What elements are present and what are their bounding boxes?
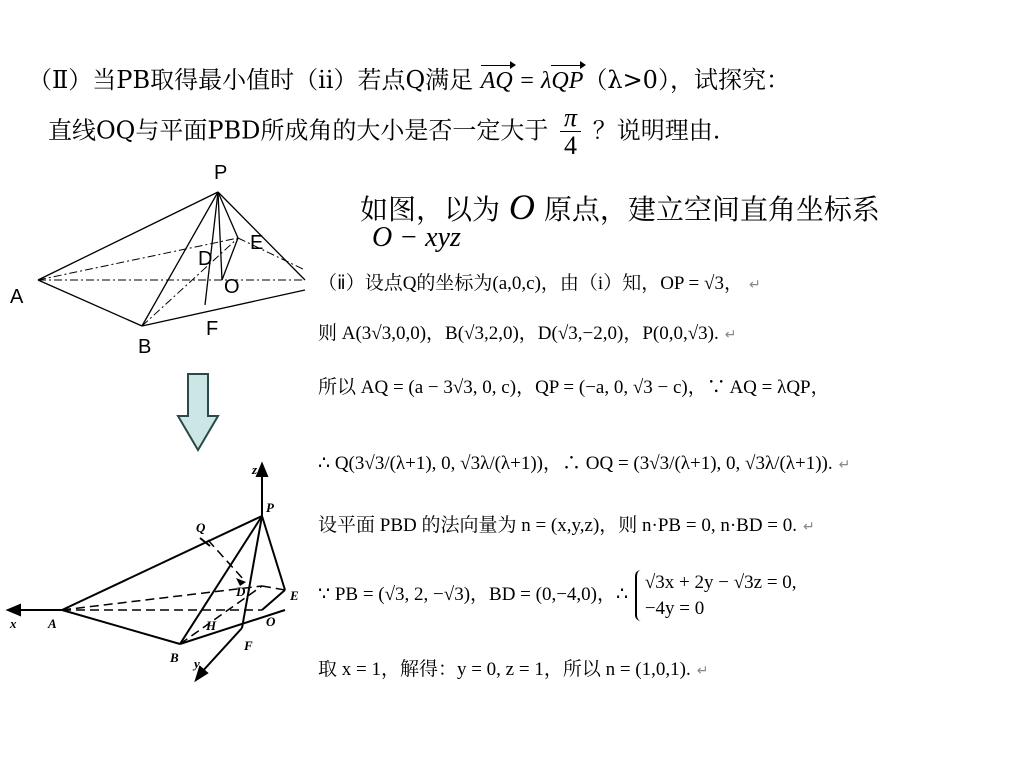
fig2-label-z: z — [252, 462, 258, 477]
setup-text-1: 如图，以为 — [360, 193, 501, 226]
x-axis-arrowhead — [8, 605, 20, 615]
dash-d-right — [238, 238, 305, 270]
setup-text-2: 原点，建立空间直角坐标系 — [543, 193, 880, 226]
setup-origin: O — [508, 187, 535, 227]
fig2-label-h: H — [206, 618, 217, 633]
solution-line-6 — [318, 570, 797, 621]
solution-line-5 — [318, 510, 815, 537]
fig2-label-e: E — [290, 588, 299, 603]
question-line-2 — [48, 104, 720, 160]
question-prefix: （Ⅱ）当PB取得最小值时（ⅱ）若点Q满足 — [28, 66, 474, 94]
solution-line-4-text: ∴ Q(3√3/(λ+1), 0, √3λ/(λ+1))，∴ OQ = (3√3/(λ+1), 0, √3λ/(λ+1)). — [318, 453, 833, 474]
solution-line-7-text: 取 x = 1，解得：y = 0, z = 1，所以 n = (1,0,1). — [318, 659, 691, 680]
edge-ab — [62, 610, 180, 644]
solution-line-4 — [318, 448, 850, 475]
solution-line-7 — [318, 654, 708, 681]
fig2-label-q: Q — [196, 520, 206, 535]
vector-aq: AQ — [480, 68, 513, 94]
down-arrow-icon — [176, 372, 220, 452]
fig1-label-p: P — [214, 162, 228, 184]
edge-eo — [262, 590, 285, 610]
return-mark-icon: ↵ — [724, 328, 737, 343]
vector-qp: QP — [551, 68, 584, 94]
fig1-label-e: E — [250, 232, 264, 254]
fig1-label-f: F — [206, 318, 219, 340]
solution-line-1-text: （ⅱ）设点Q的坐标为(a,0,c)，由（i）知，OP = √3， — [318, 273, 743, 294]
solution-line-2-text: 则 A(3√3,0,0)，B(√3,2,0)，D(√3,−2,0)，P(0,0,√3). — [318, 323, 719, 344]
fig2-label-a: A — [48, 616, 57, 631]
setup-system: O − xyz — [372, 222, 461, 253]
return-mark-icon: ↵ — [803, 520, 815, 535]
edge-pe — [218, 192, 238, 238]
solution-line-3-text: 所以 AQ = (a − 3√3, 0, c)，QP = (−a, 0, √3 − c)，∵ AQ = λQP， — [318, 377, 830, 398]
solution-line-6-text: ∵ PB = (√3, 2, −√3)，BD = (0,−4,0)，∴ — [318, 584, 629, 605]
edge-eo — [222, 238, 238, 280]
z-axis-arrowhead — [257, 464, 267, 476]
pi-over-4 — [560, 104, 581, 160]
edge-ap — [38, 192, 218, 280]
question-line2-prefix: 直线OQ与平面PBD所成角的大小是否一定大于 — [48, 116, 549, 145]
fig2-label-b: B — [170, 650, 179, 665]
fig2-label-x: x — [10, 616, 17, 631]
fig2-label-y: y — [194, 656, 200, 671]
solution-line-5-text: 设平面 PBD 的法向量为 n = (x,y,z)，则 n·PB = 0, n·BD = 0. — [318, 515, 797, 536]
fig1-label-o: O — [224, 276, 240, 298]
dash-de — [262, 586, 285, 590]
equals-lambda: = λ — [512, 68, 552, 94]
solution-line-2 — [318, 318, 736, 345]
equation-system — [635, 570, 797, 621]
figure-1-pyramid — [0, 160, 320, 360]
fraction-denominator: 4 — [564, 131, 578, 161]
fig1-label-a: A — [10, 286, 24, 308]
edge-po — [218, 192, 222, 280]
question-suffix: （λ>0），试探究： — [583, 66, 790, 94]
return-mark-icon: ↵ — [748, 278, 761, 293]
edge-pe — [262, 516, 285, 590]
equation-1: √3x + 2y − √3z = 0, — [644, 572, 797, 593]
return-mark-icon: ↵ — [696, 664, 709, 679]
fig2-label-f: F — [244, 638, 253, 653]
solution-line-1 — [318, 268, 761, 295]
fig1-label-b: B — [138, 336, 152, 358]
fig2-label-d: D — [236, 584, 246, 599]
figure-2-coordinate-pyramid — [0, 460, 320, 690]
fraction-numerator: π — [560, 104, 581, 132]
fig1-label-d: D — [198, 248, 213, 270]
edge-ab — [38, 280, 142, 326]
fig2-label-o: O — [266, 614, 276, 629]
question-line2-suffix: ？说明理由. — [592, 116, 721, 145]
question-line-1 — [28, 60, 790, 95]
solution-line-3 — [318, 372, 830, 399]
return-mark-icon: ↵ — [838, 458, 851, 473]
equation-2: −4y = 0 — [644, 597, 705, 619]
fig2-label-p: P — [266, 500, 274, 515]
